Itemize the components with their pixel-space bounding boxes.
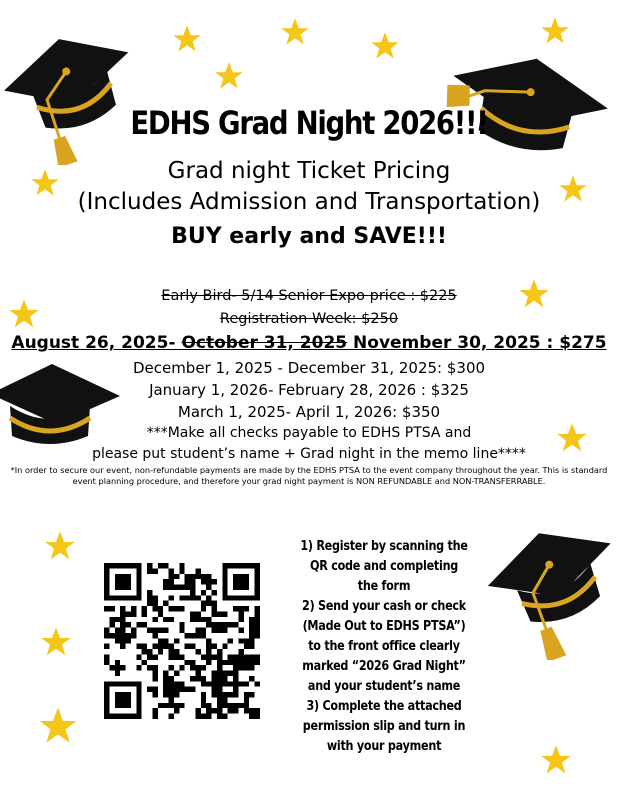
- price-december: December 1, 2025 - December 31, 2025: $300: [132, 359, 486, 377]
- star-icon: [214, 61, 244, 91]
- instruction-step-3: 3) Complete the attached permission slip and turn in with your payment: [302, 699, 466, 754]
- instruction-step-2: 2) Send your cash or check (Made Out to EDHS PTSA”) to the front office clearly marked “2026 Grad Night” and your student’s name: [302, 599, 466, 694]
- subtitle-pricing: Grad night Ticket Pricing: [167, 158, 451, 184]
- star-icon: [280, 17, 310, 47]
- price-current: [0, 333, 618, 353]
- price-march: March 1, 2025- April 1, 2026: $350: [177, 403, 441, 421]
- checks-note-line1: ***Make all checks payable to EDHS PTSA and: [146, 425, 472, 441]
- star-icon: [540, 744, 572, 776]
- instruction-step-1: 1) Register by scanning the QR code and completing the form: [300, 539, 468, 594]
- price-registration-week: Registration Week: $250: [219, 311, 399, 327]
- graduation-cap-icon: [2, 20, 137, 165]
- checks-note-line2: please put student’s name + Grad night in the memo line****: [92, 446, 526, 462]
- subtitle-includes: (Includes Admission and Transportation): [77, 189, 541, 215]
- instructions: [300, 537, 469, 757]
- price-current-end: November 30, 2025 : $275: [347, 333, 607, 353]
- price-early-bird: Early Bird- 5/14 Senior Expo price : $225: [161, 288, 457, 304]
- star-icon: [370, 31, 400, 61]
- price-current-start: August 26, 2025-: [11, 333, 182, 353]
- star-icon: [172, 24, 202, 54]
- star-icon: [40, 626, 72, 658]
- star-icon: [38, 706, 78, 746]
- graduation-cap-icon: [488, 515, 618, 660]
- star-icon: [44, 530, 76, 562]
- price-current-struck-date: October 31, 2025: [181, 333, 348, 353]
- disclaimer: *In order to secure our event, non-refundable payments are made by the EDHS PTSA to the event company throughout the year. This is standard event planning procedure, and therefore your grad night payment is NON REFUNDABLE and NON-TRANSFERRABLE.: [10, 465, 608, 486]
- qr-code-icon[interactable]: [104, 563, 260, 719]
- subtitle-buy-early: BUY early and SAVE!!!: [171, 224, 447, 249]
- price-january: January 1, 2026- February 28, 2026 : $325: [149, 381, 469, 399]
- graduation-cap-icon: [444, 40, 614, 165]
- page-title: EDHS Grad Night 2026!!!: [130, 104, 488, 142]
